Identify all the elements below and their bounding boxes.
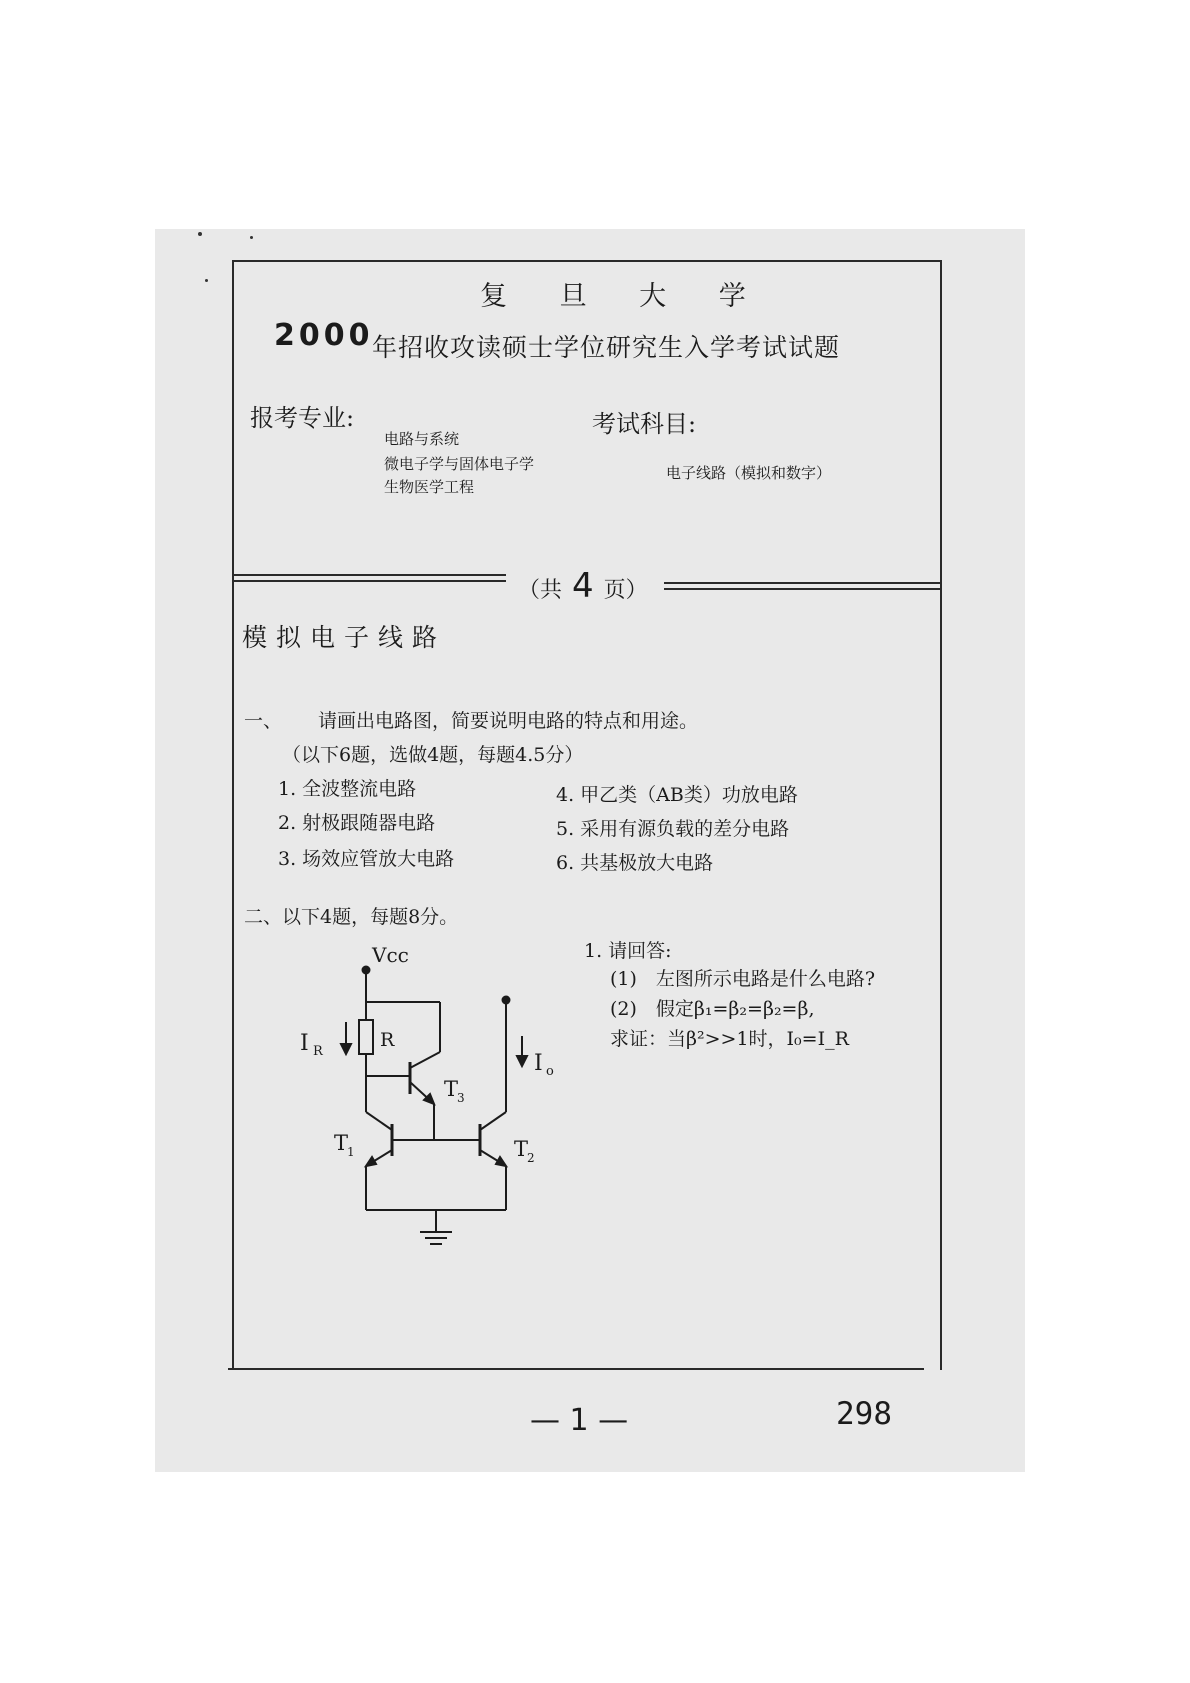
t1-label: T	[334, 1131, 349, 1155]
t2-subscript: 2	[527, 1151, 535, 1165]
major-label: 报考专业:	[250, 404, 355, 432]
exam-year: 2000	[274, 318, 374, 353]
page-count-suffix: 页）	[603, 578, 648, 603]
t1-collector	[366, 1112, 392, 1130]
university-name: 复 旦 大 学	[480, 281, 768, 312]
major-item: 电路与系统	[384, 430, 460, 448]
page-count-prefix: （共	[518, 578, 563, 603]
resistor-r	[359, 1020, 373, 1054]
question-item: 6. 共基极放大电路	[556, 852, 714, 874]
ir-arrowhead	[341, 1044, 351, 1054]
t3-label: T	[444, 1077, 459, 1101]
ir-subscript: R	[313, 1044, 323, 1059]
part1-note: （以下6题，选做4题，每题4.5分）	[282, 744, 584, 766]
section-title: 模拟电子线路	[242, 623, 447, 652]
page-count-number: 4	[572, 566, 594, 606]
subject-value: 电子线路（模拟和数字）	[666, 464, 832, 482]
question-item: 1. 全波整流电路	[278, 778, 417, 800]
exam-title: 年招收攻读硕士学位研究生入学考试试题	[372, 333, 841, 362]
subject-label: 考试科目:	[592, 410, 697, 438]
q1-part-a: (1) 左图所示电路是什么电路?	[610, 968, 876, 990]
q1-part-b: (2) 假定β₁=β₂=β₂=β,	[610, 998, 815, 1020]
output-terminal	[503, 997, 510, 1004]
resistor-label: R	[380, 1029, 395, 1051]
t2-arrow	[496, 1157, 506, 1166]
part1-instruction: 请画出电路图，简要说明电路的特点和用途。	[318, 710, 699, 732]
frame-bottom	[228, 1368, 924, 1370]
ir-label: I	[300, 1031, 309, 1056]
io-arrowhead	[517, 1056, 527, 1066]
page-number: 298	[836, 1396, 892, 1432]
major-item: 生物医学工程	[384, 478, 475, 496]
page-mark: — 1 —	[530, 1403, 629, 1438]
part2-heading: 二、以下4题，每题8分。	[244, 906, 459, 928]
question-item: 5. 采用有源负载的差分电路	[556, 818, 790, 840]
t3-collector	[410, 1052, 440, 1068]
io-label: I	[534, 1051, 543, 1076]
question-item: 2. 射极跟随器电路	[278, 812, 436, 834]
major-item: 微电子学与固体电子学	[384, 455, 535, 473]
t3-subscript: 3	[457, 1091, 465, 1105]
part1-label: 一、	[244, 710, 283, 732]
t2-label: T	[514, 1137, 529, 1161]
t2-collector	[480, 1112, 506, 1130]
vcc-label: Vcc	[372, 943, 409, 967]
vcc-terminal	[363, 967, 370, 974]
question-item: 4. 甲乙类（AB类）功放电路	[556, 784, 798, 806]
q1-title: 1. 请回答:	[584, 940, 672, 962]
t1-subscript: 1	[347, 1145, 355, 1159]
q1-part-c: 求证：当β²>>1时，I₀=I_R	[610, 1028, 849, 1050]
t1-arrow	[366, 1157, 376, 1166]
question-item: 3. 场效应管放大电路	[278, 848, 455, 870]
io-subscript: o	[546, 1064, 554, 1079]
